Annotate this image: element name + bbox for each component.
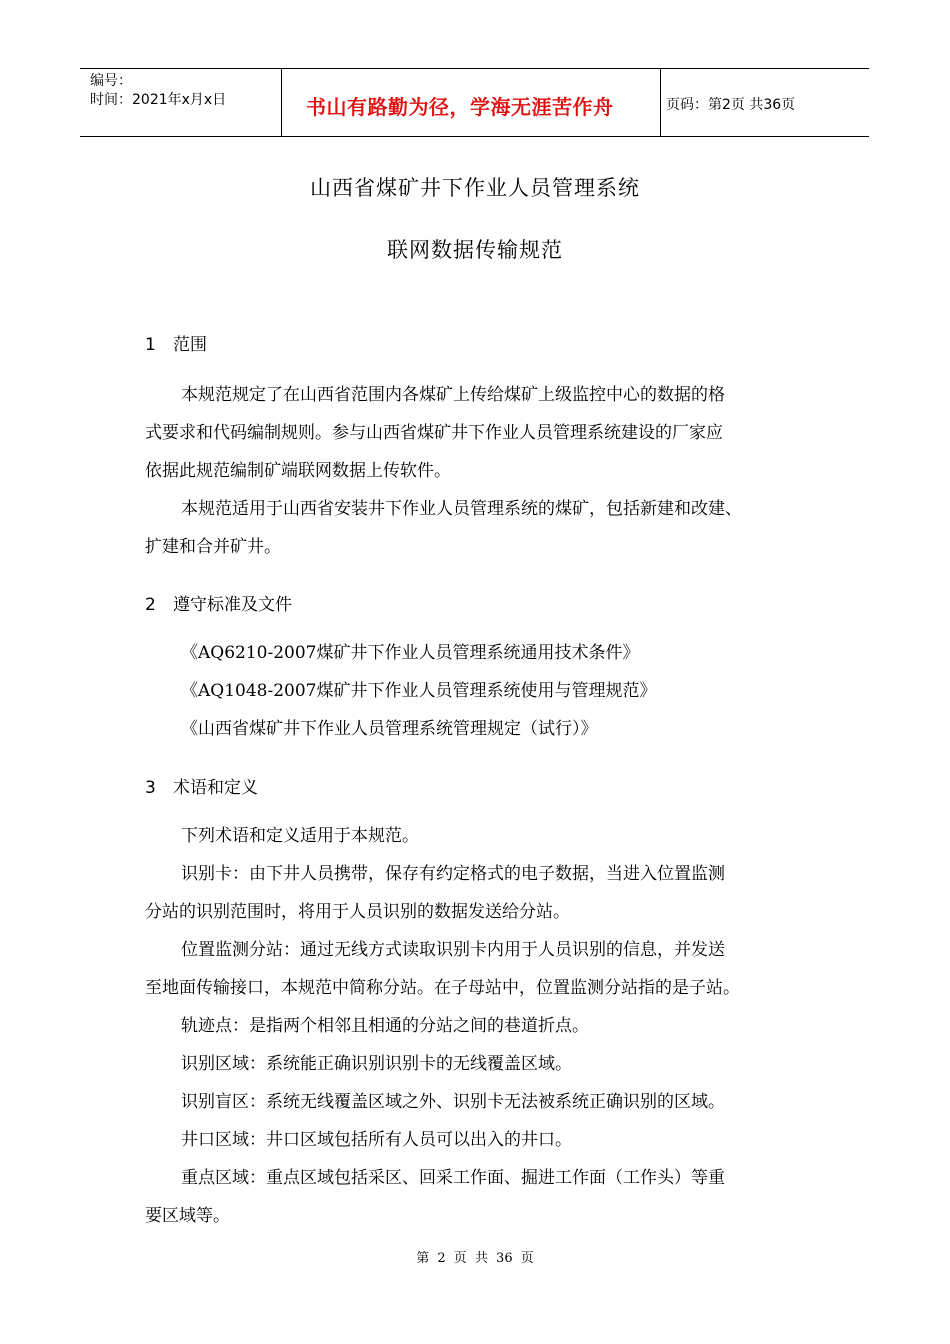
definition-line: 识别卡：由下井人员携带，保存有约定格式的电子数据，当进入位置监测 [181,864,725,884]
section-title: 遵守标准及文件 [173,595,292,615]
definition-line: 分站的识别范围时，将用于人员识别的数据发送给分站。 [145,902,570,922]
definition-line: 至地面传输接口，本规范中简称分站。在子母站中，位置监测分站指的是子站。 [145,978,740,998]
page-header [80,68,869,137]
header-motto-cell [282,69,661,136]
header-info-cell [80,69,282,136]
section-3-body [145,817,815,1235]
header-page-cell [661,69,869,136]
page-footer: 第 2 页 共 36 页 [416,1251,534,1266]
header-page-code: 页码：第2页 共36页 [666,97,796,113]
reference-item: 《山西省煤矿井下作业人员管理系统管理规定（试行）》 [181,719,598,739]
section-title: 术语和定义 [173,778,258,798]
section-1-heading [145,330,207,355]
definition-line: 重点区域：重点区域包括采区、回采工作面、掘进工作面（工作头）等重 [181,1168,725,1188]
definition-line: 井口区域：井口区域包括所有人员可以出入的井口。 [181,1130,572,1150]
paragraph-line: 下列术语和定义适用于本规范。 [181,826,419,846]
paragraph-line: 式要求和代码编制规则。参与山西省煤矿井下作业人员管理系统建设的厂家应 [145,423,723,443]
section-2-heading [145,590,292,615]
definition-line: 位置监测分站：通过无线方式读取识别卡内用于人员识别的信息，并发送 [181,940,725,960]
section-number: 1 [145,335,156,355]
section-number: 2 [145,595,156,615]
paragraph-line: 本规范适用于山西省安装井下作业人员管理系统的煤矿，包括新建和改建、 [181,499,742,519]
reference-item: 《AQ6210-2007煤矿井下作业人员管理系统通用技术条件》 [181,643,640,663]
definition-line: 要区域等。 [145,1206,230,1226]
section-title: 范围 [173,335,207,355]
document-title-line1: 山西省煤矿井下作业人员管理系统 [310,176,640,200]
header-time-label: 时间：2021年x月x日 [90,92,227,108]
definition-line: 识别区域：系统能正确识别识别卡的无线覆盖区域。 [181,1054,572,1074]
section-number: 3 [145,778,156,798]
section-1-body [145,376,815,566]
reference-list [181,634,656,748]
section-3-heading [145,773,258,798]
paragraph-line: 依据此规范编制矿端联网数据上传软件。 [145,461,451,481]
definition-line: 轨迹点：是指两个相邻且相通的分站之间的巷道折点。 [181,1016,589,1036]
paragraph-line: 本规范规定了在山西省范围内各煤矿上传给煤矿上级监控中心的数据的格 [181,385,725,405]
paragraph-line: 扩建和合并矿井。 [145,537,281,557]
header-motto: 书山有路勤为径，学海无涯苦作舟 [306,95,614,119]
definition-line: 识别盲区：系统无线覆盖区域之外、识别卡无法被系统正确识别的区域。 [181,1092,725,1112]
reference-item: 《AQ1048-2007煤矿井下作业人员管理系统使用与管理规范》 [181,681,657,701]
header-number-label: 编号： [90,73,132,89]
document-title-line2: 联网数据传输规范 [387,238,563,262]
